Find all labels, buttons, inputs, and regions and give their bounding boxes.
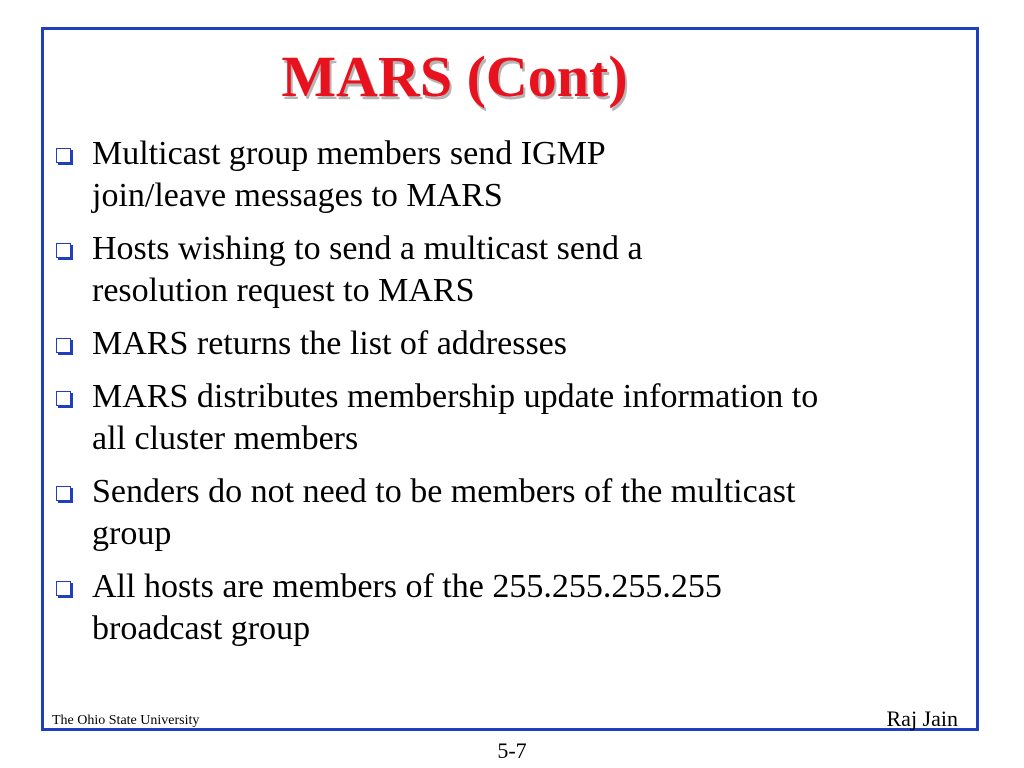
- slide-title: MARS (Cont): [281, 44, 628, 109]
- square-bullet-icon: [56, 148, 71, 163]
- bullet-item: [56, 133, 966, 217]
- square-bullet-icon: [56, 243, 71, 258]
- bullet-text: Senders do not need to be members of the multicast group: [92, 473, 796, 552]
- page-number: 5-7: [497, 738, 527, 763]
- footer-author: Raj Jain: [886, 706, 958, 731]
- bullet-item: [56, 566, 966, 650]
- square-bullet-icon: [56, 391, 71, 406]
- square-bullet-icon: [56, 486, 71, 501]
- bullet-text: MARS returns the list of addresses: [92, 325, 568, 362]
- bullet-text: All hosts are members of the 255.255.255.255 broadcast group: [92, 568, 722, 647]
- bullet-list: [56, 133, 966, 661]
- bullet-text: MARS distributes membership update information to all cluster members: [92, 378, 819, 457]
- square-bullet-icon: [56, 581, 71, 596]
- bullet-text: Multicast group members send IGMP join/leave messages to MARS: [92, 135, 606, 214]
- bullet-item: [56, 323, 966, 365]
- square-bullet-icon: [56, 338, 71, 353]
- bullet-item: [56, 471, 966, 555]
- bullet-item: [56, 228, 966, 312]
- bullet-text: Hosts wishing to send a multicast send a resolution request to MARS: [92, 230, 643, 309]
- bullet-item: [56, 376, 966, 460]
- footer-institution: The Ohio State University: [52, 713, 200, 728]
